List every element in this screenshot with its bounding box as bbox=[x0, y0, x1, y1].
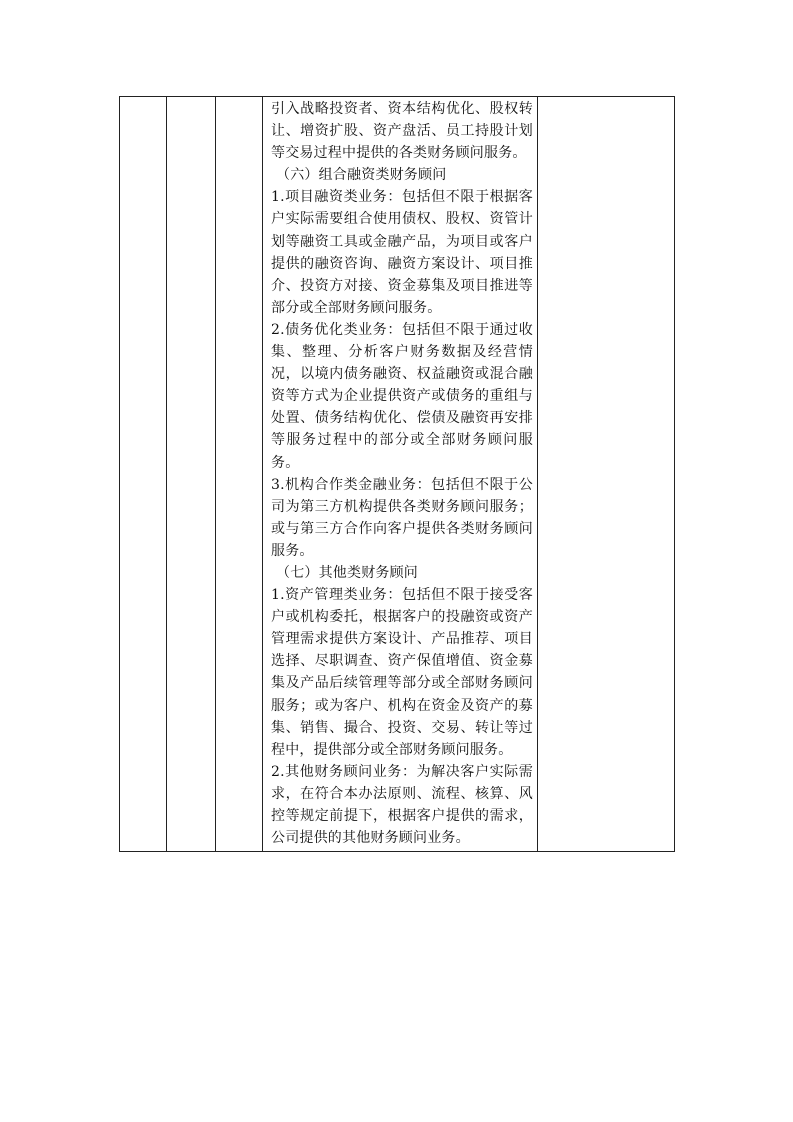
table-cell-col1 bbox=[120, 97, 167, 852]
document-table bbox=[119, 96, 675, 852]
content-text-block bbox=[263, 97, 537, 851]
table-cell-col3 bbox=[216, 97, 263, 852]
paragraph-institution-cooperation: 3.机构合作类金融业务：包括但不限于公司为第三方机构提供各类财务顾问服务；或与第三方合作向客户提供各类财务顾问服务。 bbox=[271, 476, 533, 559]
paragraph-project-financing: 1.项目融资类业务：包括但不限于根据客户实际需要组合使用债权、股权、资管计划等融资工具或金融产品，为项目或客户提供的融资咨询、融资方案设计、项目推介、投资方对接、资金募集及项目推进等部分或全部财务顾问服务。 bbox=[271, 189, 533, 316]
paragraph-asset-management: 1.资产管理类业务：包括但不限于接受客户或机构委托，根据客户的投融资或资产管理需求提供方案设计、产品推荐、项目选择、尽职调查、资产保值增值、资金募集及产品后续管理等部分或全部财务顾问服务；或为客户、机构在资金及资产的募集、销售、撮合、投资、交易、转让等过程中，提供部分或全部财务顾问服务。 bbox=[271, 587, 533, 758]
section-heading-6: （六）组合融资类财务顾问 bbox=[276, 167, 447, 184]
table-row bbox=[120, 97, 675, 852]
table-cell-col5 bbox=[538, 97, 675, 852]
table-cell-content bbox=[263, 97, 538, 852]
section-heading-7: （七）其他类财务顾问 bbox=[276, 564, 418, 581]
paragraph-debt-optimization: 2.债务优化类业务：包括但不限于通过收集、整理、分析客户财务数据及经营情况，以境内债务融资、权益融资或混合融资等方式为企业提供资产或债务的重组与处置、债务结构优化、偿债及融资再安排等服务过程中的部分或全部财务顾问服务。 bbox=[271, 321, 533, 471]
table-cell-col2 bbox=[167, 97, 216, 852]
paragraph-intro: 引入战略投资者、资本结构优化、股权转让、增资扩股、资产盘活、员工持股计划等交易过程中提供的各类财务顾问服务。 bbox=[271, 101, 533, 162]
paragraph-other-advisory: 2.其他财务顾问业务：为解决客户实际需求，在符合本办法原则、流程、核算、风控等规定前提下，根据客户提供的需求，公司提供的其他财务顾问业务。 bbox=[271, 763, 533, 847]
